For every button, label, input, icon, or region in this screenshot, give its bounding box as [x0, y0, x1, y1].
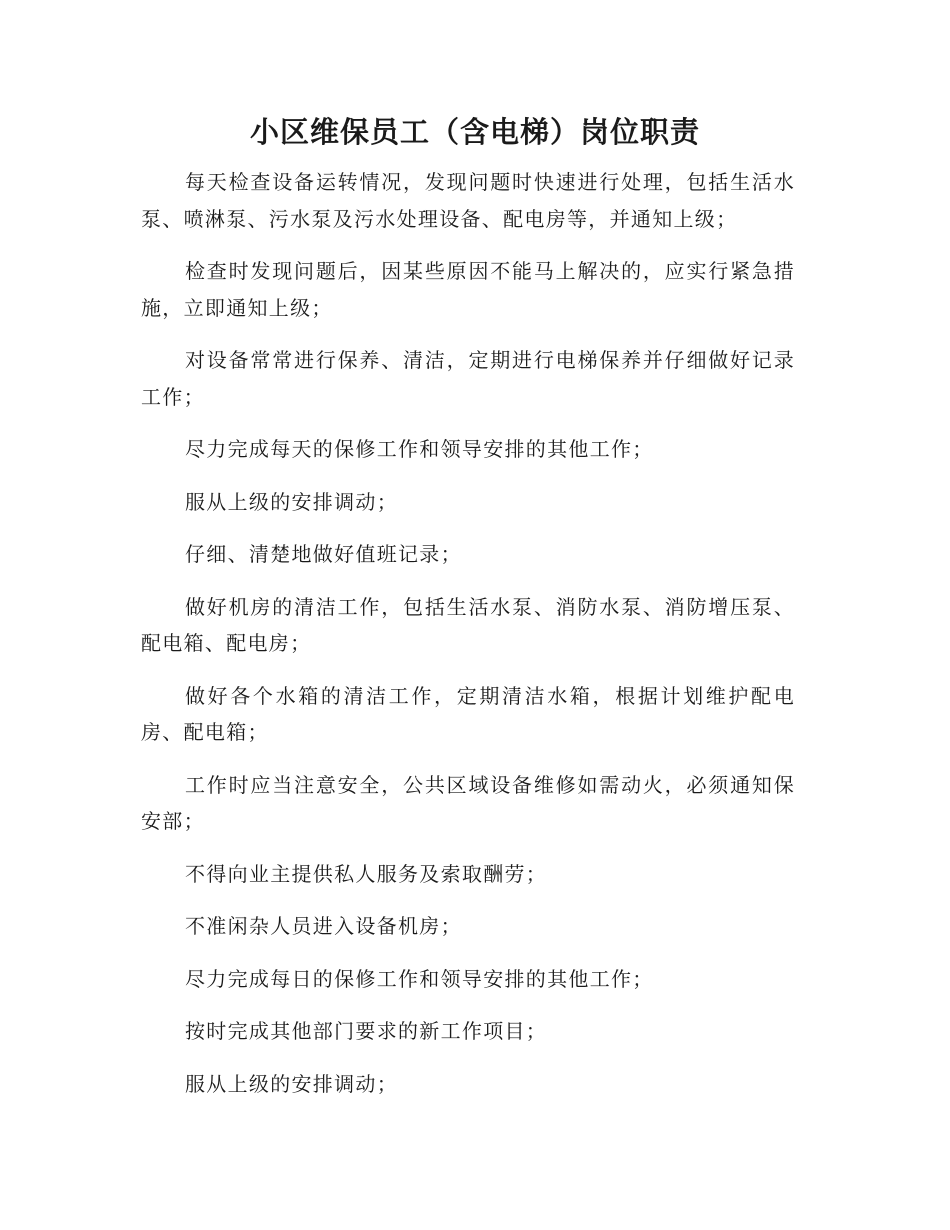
paragraph-2: 检查时发现问题后，因某些原因不能马上解决的，应实行紧急措施，立即通知上级；: [141, 259, 795, 320]
paragraph-9: 工作时应当注意安全，公共区域设备维修如需动火，必须通知保安部；: [141, 772, 795, 833]
paragraph-11: 不准闲杂人员进入设备机房；: [185, 914, 462, 938]
paragraph-7: 做好机房的清洁工作，包括生活水泵、消防水泵、消防增压泵、配电箱、配电房；: [141, 594, 795, 655]
paragraph-8: 做好各个水箱的清洁工作，定期清洁水箱，根据计划维护配电房、配电箱；: [141, 683, 795, 744]
paragraph-6: 仔细、清楚地做好值班记录；: [185, 542, 462, 566]
paragraph-5: 服从上级的安排调动；: [185, 489, 398, 514]
paragraph-10: 不得向业主提供私人服务及索取酬劳；: [185, 861, 548, 886]
paragraph-3: 对设备常常进行保养、清洁，定期进行电梯保养并仔细做好记录工作；: [141, 348, 795, 409]
document-body: [141, 164, 795, 1118]
paragraph-12: 尽力完成每日的保修工作和领导安排的其他工作；: [185, 966, 654, 991]
document-title: 小区维保员工（含电梯）岗位职责: [249, 115, 700, 149]
paragraph-13: 按时完成其他部门要求的新工作项目；: [185, 1019, 548, 1043]
paragraph-14: 服从上级的安排调动；: [185, 1071, 398, 1096]
paragraph-1: 每天检查设备运转情况，发现问题时快速进行处理，包括生活水泵、喷淋泵、污水泵及污水处理设备、配电房等，并通知上级；: [141, 170, 795, 231]
paragraph-4: 尽力完成每天的保修工作和领导安排的其他工作；: [185, 437, 654, 461]
